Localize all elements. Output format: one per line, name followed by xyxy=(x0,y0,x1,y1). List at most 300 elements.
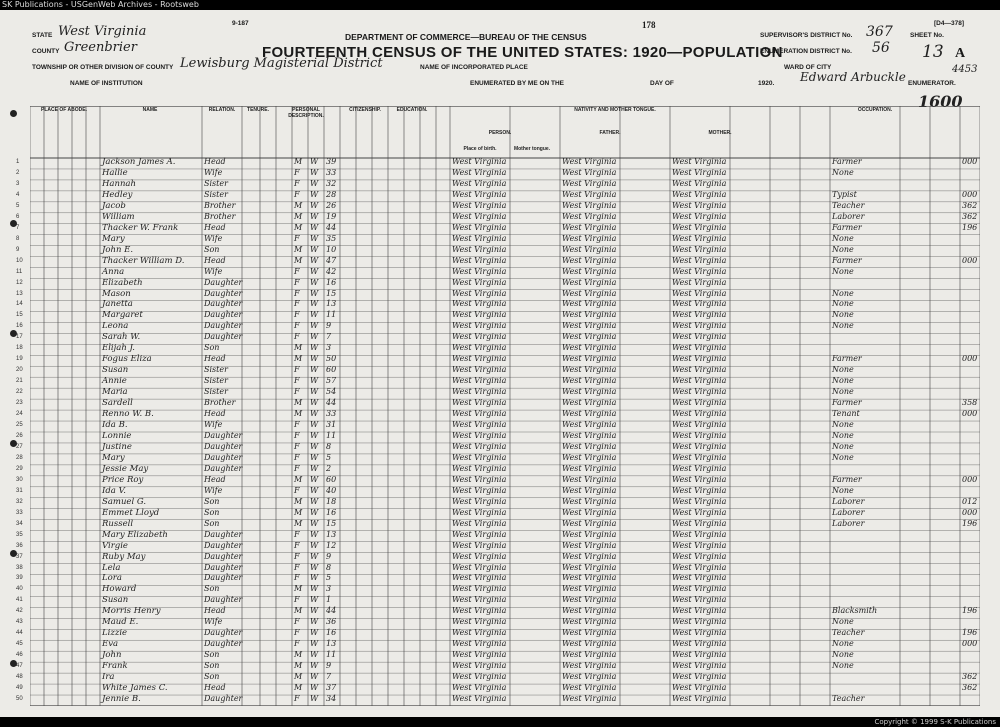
entry-race: W xyxy=(310,354,319,364)
entry-father-birthplace: West Virginia xyxy=(562,694,617,704)
day-label: DAY OF xyxy=(650,80,674,87)
entry-birthplace: West Virginia xyxy=(452,233,507,243)
entry-race: W xyxy=(310,387,319,397)
entry-relation: Sister xyxy=(204,365,228,375)
entry-sex: F xyxy=(294,376,300,386)
entry-name: Elizabeth xyxy=(102,277,143,288)
stamp-number: 178 xyxy=(642,20,656,30)
entry-birthplace: West Virginia xyxy=(452,496,507,506)
side-note: 4453 xyxy=(952,64,978,75)
entry-father-birthplace: West Virginia xyxy=(562,496,617,506)
entry-occupation: Teacher xyxy=(832,694,865,704)
entry-relation: Head xyxy=(204,255,226,265)
entry-sex: M xyxy=(294,496,303,506)
entry-relation: Sister xyxy=(204,189,228,199)
entry-occupation: None xyxy=(832,387,854,397)
header-nativity: NATIVITY AND MOTHER TONGUE. xyxy=(574,107,656,113)
entry-relation: Daughter xyxy=(204,431,243,440)
entry-relation: Son xyxy=(204,584,220,594)
entry-relation: Daughter xyxy=(204,288,243,298)
supervisor-value: 367 xyxy=(866,24,893,40)
entry-age: 7 xyxy=(326,672,332,682)
entry-race: W xyxy=(310,310,319,320)
entry-race: W xyxy=(310,518,319,528)
entry-age: 1 xyxy=(326,595,332,605)
entry-occupation: Laborer xyxy=(832,507,865,517)
entry-occupation: Teacher xyxy=(832,200,865,210)
row-number: 35 xyxy=(16,531,23,538)
entry-name: Samuel G. xyxy=(102,496,147,507)
row-number: 46 xyxy=(16,652,23,659)
entry-relation: Daughter xyxy=(204,573,243,583)
row-number: 29 xyxy=(16,465,23,472)
township-label: TOWNSHIP OR OTHER DIVISION OF COUNTY xyxy=(32,64,174,71)
entry-mother-birthplace: West Virginia xyxy=(672,157,727,166)
entry-relation: Daughter xyxy=(204,562,243,572)
entry-name: John xyxy=(102,650,122,661)
entry-name: Eva xyxy=(102,639,119,650)
entry-race: W xyxy=(310,562,319,572)
entry-age: 44 xyxy=(326,222,337,232)
year-label: 1920. xyxy=(758,80,775,87)
row-number: 28 xyxy=(16,454,23,461)
margin-code: 196 xyxy=(962,606,978,616)
entry-sex: F xyxy=(294,551,300,561)
margin-code: 000 xyxy=(962,354,978,364)
entry-relation: Head xyxy=(204,683,226,693)
margin-code: 000 xyxy=(962,409,978,419)
entry-birthplace: West Virginia xyxy=(452,595,507,605)
entry-name: Mary xyxy=(102,233,125,244)
row-number: 38 xyxy=(16,564,23,571)
entry-name: Virgie xyxy=(102,540,128,551)
entry-father-birthplace: West Virginia xyxy=(562,211,617,221)
entry-occupation: None xyxy=(832,365,854,375)
entry-race: W xyxy=(310,694,319,704)
entry-relation: Daughter xyxy=(204,463,243,473)
entry-sex: F xyxy=(294,617,300,627)
entry-mother-birthplace: West Virginia xyxy=(672,310,727,320)
enumerator-label: ENUMERATOR. xyxy=(908,80,956,87)
entry-age: 60 xyxy=(326,474,337,484)
entry-name: William xyxy=(102,211,135,222)
incorporated-label: NAME OF INCORPORATED PLACE xyxy=(420,64,528,71)
entry-race: W xyxy=(310,420,319,430)
row-number: 17 xyxy=(16,334,23,341)
entry-age: 15 xyxy=(326,518,337,528)
entry-name: Renno W. B. xyxy=(102,409,154,420)
entry-mother-birthplace: West Virginia xyxy=(672,321,727,331)
entry-sex: M xyxy=(294,683,303,693)
entry-age: 50 xyxy=(326,354,337,364)
entry-father-birthplace: West Virginia xyxy=(562,639,617,649)
entry-mother-birthplace: West Virginia xyxy=(672,343,727,353)
entry-relation: Head xyxy=(204,222,226,232)
entry-father-birthplace: West Virginia xyxy=(562,683,617,693)
entry-name: Morris Henry xyxy=(102,606,161,617)
entry-race: W xyxy=(310,463,319,473)
entry-race: W xyxy=(310,683,319,693)
entry-occupation: Farmer xyxy=(832,474,862,484)
entry-father-birthplace: West Virginia xyxy=(562,420,617,430)
entry-sex: F xyxy=(294,332,300,342)
entry-birthplace: West Virginia xyxy=(452,617,507,627)
entry-father-birthplace: West Virginia xyxy=(562,452,617,462)
row-number: 49 xyxy=(16,685,23,692)
entry-name: Jackson James A. xyxy=(102,157,176,167)
enumerator-value: Edward Arbuckle xyxy=(800,70,906,84)
binding-hole xyxy=(10,110,17,117)
header-tenure: TENURE. xyxy=(247,107,269,113)
entry-race: W xyxy=(310,617,319,627)
township-value: Lewisburg Magisterial District xyxy=(180,56,383,71)
header-citizenship: CITIZENSHIP. xyxy=(349,107,381,113)
entry-occupation: None xyxy=(832,420,854,430)
entry-father-birthplace: West Virginia xyxy=(562,551,617,561)
entry-sex: F xyxy=(294,529,300,539)
entry-age: 39 xyxy=(326,157,337,166)
entry-mother-birthplace: West Virginia xyxy=(672,529,727,539)
entry-sex: M xyxy=(294,222,303,232)
occupation-stamp: 1600 xyxy=(918,92,963,111)
sheet-letter: A xyxy=(955,46,966,61)
census-grid xyxy=(16,106,980,706)
entry-age: 19 xyxy=(326,211,337,221)
entry-birthplace: West Virginia xyxy=(452,222,507,232)
entry-sex: M xyxy=(294,255,303,265)
entry-race: W xyxy=(310,244,319,254)
entry-father-birthplace: West Virginia xyxy=(562,255,617,265)
entry-birthplace: West Virginia xyxy=(452,683,507,693)
entry-name: Hallie xyxy=(102,167,128,178)
entry-name: Maria xyxy=(102,387,128,398)
entry-occupation: None xyxy=(832,650,854,660)
entry-birthplace: West Virginia xyxy=(452,376,507,386)
entry-occupation: None xyxy=(832,266,854,276)
entry-sex: F xyxy=(294,277,300,287)
entry-sex: M xyxy=(294,507,303,517)
form-number: 9-187 xyxy=(232,20,249,27)
entry-race: W xyxy=(310,157,319,166)
entry-occupation: None xyxy=(832,639,854,649)
entry-mother-birthplace: West Virginia xyxy=(672,518,727,528)
entry-sex: F xyxy=(294,628,300,638)
entry-age: 28 xyxy=(326,189,337,199)
entry-father-birthplace: West Virginia xyxy=(562,661,617,671)
entry-race: W xyxy=(310,507,319,517)
entry-sex: M xyxy=(294,474,303,484)
entry-race: W xyxy=(310,496,319,506)
entry-birthplace: West Virginia xyxy=(452,167,507,177)
entry-occupation: None xyxy=(832,233,854,243)
entry-age: 33 xyxy=(326,409,337,419)
entry-relation: Sister xyxy=(204,376,228,386)
entry-birthplace: West Virginia xyxy=(452,573,507,583)
entry-mother-birthplace: West Virginia xyxy=(672,420,727,430)
entry-name: Maud E. xyxy=(102,617,139,628)
entry-mother-birthplace: West Virginia xyxy=(672,617,727,627)
row-number: 39 xyxy=(16,575,23,582)
row-number: 9 xyxy=(16,246,20,253)
entry-age: 9 xyxy=(326,551,332,561)
entry-relation: Daughter xyxy=(204,595,243,605)
entry-relation: Daughter xyxy=(204,628,243,638)
row-number: 32 xyxy=(16,498,23,505)
entry-sex: F xyxy=(294,485,300,495)
header-mother: MOTHER. xyxy=(708,130,732,136)
entry-age: 3 xyxy=(326,584,332,594)
entry-race: W xyxy=(310,277,319,287)
entry-race: W xyxy=(310,650,319,660)
entry-race: W xyxy=(310,639,319,649)
margin-code: 196 xyxy=(962,222,978,232)
row-number: 47 xyxy=(16,663,23,670)
entry-name: Ruby May xyxy=(102,551,146,562)
entry-race: W xyxy=(310,529,319,539)
entry-race: W xyxy=(310,167,319,177)
entry-birthplace: West Virginia xyxy=(452,365,507,375)
entry-relation: Son xyxy=(204,507,220,517)
row-number: 45 xyxy=(16,641,23,648)
entry-birthplace: West Virginia xyxy=(452,474,507,484)
entry-mother-birthplace: West Virginia xyxy=(672,398,727,408)
entry-father-birthplace: West Virginia xyxy=(562,288,617,298)
entry-birthplace: West Virginia xyxy=(452,354,507,364)
row-number: 31 xyxy=(16,487,23,494)
entry-birthplace: West Virginia xyxy=(452,485,507,495)
entry-birthplace: West Virginia xyxy=(452,409,507,419)
entry-father-birthplace: West Virginia xyxy=(562,507,617,517)
entry-mother-birthplace: West Virginia xyxy=(672,606,727,616)
county-label: COUNTY xyxy=(32,48,60,55)
entry-father-birthplace: West Virginia xyxy=(562,672,617,682)
entry-race: W xyxy=(310,376,319,386)
entry-age: 16 xyxy=(326,507,337,517)
margin-code: 362 xyxy=(962,200,978,210)
entry-father-birthplace: West Virginia xyxy=(562,606,617,616)
entry-mother-birthplace: West Virginia xyxy=(672,661,727,671)
entry-mother-birthplace: West Virginia xyxy=(672,376,727,386)
row-number: 37 xyxy=(16,553,23,560)
entry-relation: Head xyxy=(204,409,226,419)
entry-relation: Wife xyxy=(204,167,223,177)
margin-code: 362 xyxy=(962,683,978,693)
entry-name: Thacker William D. xyxy=(102,255,185,266)
entry-age: 11 xyxy=(326,431,337,440)
entry-age: 26 xyxy=(326,200,337,210)
entry-sex: F xyxy=(294,452,300,462)
entry-race: W xyxy=(310,409,319,419)
entry-name: Mary xyxy=(102,452,125,463)
row-number: 50 xyxy=(16,696,23,703)
entry-name: Thacker W. Frank xyxy=(102,222,179,233)
entry-birthplace: West Virginia xyxy=(452,255,507,265)
entry-mother-birthplace: West Virginia xyxy=(672,628,727,638)
entry-occupation: Tenant xyxy=(832,409,860,419)
entry-mother-birthplace: West Virginia xyxy=(672,672,727,682)
header-personal: PERSONAL DESCRIPTION. xyxy=(288,107,324,119)
entry-relation: Daughter xyxy=(204,299,243,309)
entry-age: 8 xyxy=(326,441,332,451)
entry-age: 54 xyxy=(326,387,337,397)
entry-sex: M xyxy=(294,518,303,528)
entry-birthplace: West Virginia xyxy=(452,387,507,397)
entry-occupation: None xyxy=(832,376,854,386)
entry-father-birthplace: West Virginia xyxy=(562,157,617,166)
entry-birthplace: West Virginia xyxy=(452,420,507,430)
entry-name: Annie xyxy=(102,376,127,387)
entry-father-birthplace: West Virginia xyxy=(562,540,617,550)
entry-relation: Sister xyxy=(204,387,228,397)
row-number: 19 xyxy=(16,356,23,363)
entry-relation: Daughter xyxy=(204,694,243,704)
entry-race: W xyxy=(310,321,319,331)
entry-relation: Son xyxy=(204,518,220,528)
entry-father-birthplace: West Virginia xyxy=(562,244,617,254)
entry-father-birthplace: West Virginia xyxy=(562,584,617,594)
form-code: [D4—378] xyxy=(934,20,964,27)
entry-relation: Daughter xyxy=(204,452,243,462)
entry-father-birthplace: West Virginia xyxy=(562,409,617,419)
row-number: 20 xyxy=(16,367,23,374)
entry-name: Susan xyxy=(102,365,129,376)
entry-mother-birthplace: West Virginia xyxy=(672,222,727,232)
entry-age: 9 xyxy=(326,321,332,331)
row-number: 10 xyxy=(16,257,23,264)
entry-relation: Daughter xyxy=(204,277,243,287)
entry-mother-birthplace: West Virginia xyxy=(672,683,727,693)
entry-sex: F xyxy=(294,387,300,397)
entry-father-birthplace: West Virginia xyxy=(562,222,617,232)
entry-name: Mason xyxy=(102,288,131,299)
entry-sex: M xyxy=(294,211,303,221)
entry-father-birthplace: West Virginia xyxy=(562,573,617,583)
row-number: 33 xyxy=(16,509,23,516)
entry-race: W xyxy=(310,606,319,616)
entry-relation: Son xyxy=(204,650,220,660)
entry-name: Susan xyxy=(102,595,129,606)
entry-mother-birthplace: West Virginia xyxy=(672,441,727,451)
entry-name: Lora xyxy=(102,573,122,584)
margin-code: 000 xyxy=(962,507,978,517)
entry-birthplace: West Virginia xyxy=(452,463,507,473)
entry-race: W xyxy=(310,485,319,495)
entry-mother-birthplace: West Virginia xyxy=(672,562,727,572)
entry-occupation: Typist xyxy=(832,189,857,199)
entry-birthplace: West Virginia xyxy=(452,321,507,331)
entry-race: W xyxy=(310,222,319,232)
entry-birthplace: West Virginia xyxy=(452,189,507,199)
census-sheet xyxy=(0,10,1000,717)
entry-name: Leona xyxy=(102,321,129,332)
entry-father-birthplace: West Virginia xyxy=(562,178,617,188)
row-number: 44 xyxy=(16,630,23,637)
entry-father-birthplace: West Virginia xyxy=(562,354,617,364)
entry-birthplace: West Virginia xyxy=(452,343,507,353)
entry-age: 13 xyxy=(326,529,337,539)
margin-code: 000 xyxy=(962,157,978,166)
header-education: EDUCATION. xyxy=(396,107,428,113)
entry-mother-birthplace: West Virginia xyxy=(672,211,727,221)
entry-age: 36 xyxy=(326,617,337,627)
entry-race: W xyxy=(310,431,319,440)
entry-mother-birthplace: West Virginia xyxy=(672,694,727,704)
entry-occupation: Farmer xyxy=(832,255,862,265)
entry-age: 60 xyxy=(326,365,337,375)
row-number: 12 xyxy=(16,279,23,286)
row-number: 6 xyxy=(16,213,20,220)
entry-relation: Head xyxy=(204,474,226,484)
entry-relation: Daughter xyxy=(204,639,243,649)
entry-mother-birthplace: West Virginia xyxy=(672,167,727,177)
entry-race: W xyxy=(310,595,319,605)
entry-mother-birthplace: West Virginia xyxy=(672,431,727,440)
department-heading: DEPARTMENT OF COMMERCE—BUREAU OF THE CENSUS xyxy=(345,32,587,42)
entry-sex: M xyxy=(294,661,303,671)
margin-code: 362 xyxy=(962,211,978,221)
entry-race: W xyxy=(310,584,319,594)
entry-age: 11 xyxy=(326,650,337,660)
page-title: FOURTEENTH CENSUS OF THE UNITED STATES: 1920—POPULATION xyxy=(262,44,783,61)
entry-father-birthplace: West Virginia xyxy=(562,233,617,243)
enumeration-district-value: 56 xyxy=(872,40,890,56)
row-number: 4 xyxy=(16,191,20,198)
entry-mother-birthplace: West Virginia xyxy=(672,387,727,397)
entry-occupation: Laborer xyxy=(832,518,865,528)
entry-relation: Son xyxy=(204,244,220,254)
entry-mother-birthplace: West Virginia xyxy=(672,551,727,561)
entry-relation: Son xyxy=(204,672,220,682)
entry-birthplace: West Virginia xyxy=(452,266,507,276)
entry-mother-birthplace: West Virginia xyxy=(672,650,727,660)
entry-name: Hannah xyxy=(102,178,136,189)
entry-sex: F xyxy=(294,562,300,572)
entry-name: Jessie May xyxy=(102,463,149,474)
entry-birthplace: West Virginia xyxy=(452,277,507,287)
entry-relation: Head xyxy=(204,606,226,616)
entry-mother-birthplace: West Virginia xyxy=(672,255,727,265)
entry-father-birthplace: West Virginia xyxy=(562,200,617,210)
entry-age: 8 xyxy=(326,562,332,572)
entry-race: W xyxy=(310,299,319,309)
entry-name: Lonnie xyxy=(102,431,132,441)
entry-birthplace: West Virginia xyxy=(452,551,507,561)
entry-name: Sarah W. xyxy=(102,332,141,343)
entry-sex: M xyxy=(294,409,303,419)
entry-relation: Daughter xyxy=(204,310,243,320)
state-label: STATE xyxy=(32,32,53,39)
entry-relation: Head xyxy=(204,157,226,166)
entry-occupation: Farmer xyxy=(832,222,862,232)
entry-father-birthplace: West Virginia xyxy=(562,189,617,199)
entry-sex: F xyxy=(294,420,300,430)
entry-occupation: None xyxy=(832,299,854,309)
archive-banner xyxy=(0,0,1000,10)
entry-mother-birthplace: West Virginia xyxy=(672,244,727,254)
entry-mother-birthplace: West Virginia xyxy=(672,288,727,298)
entry-sex: M xyxy=(294,650,303,660)
entry-age: 33 xyxy=(326,167,337,177)
row-number: 43 xyxy=(16,619,23,626)
entry-father-birthplace: West Virginia xyxy=(562,365,617,375)
row-number: 1 xyxy=(16,159,20,165)
row-number: 21 xyxy=(16,378,23,385)
entry-occupation: None xyxy=(832,431,854,440)
entry-birthplace: West Virginia xyxy=(452,540,507,550)
entry-birthplace: West Virginia xyxy=(452,288,507,298)
entry-mother-birthplace: West Virginia xyxy=(672,584,727,594)
entry-sex: F xyxy=(294,431,300,440)
